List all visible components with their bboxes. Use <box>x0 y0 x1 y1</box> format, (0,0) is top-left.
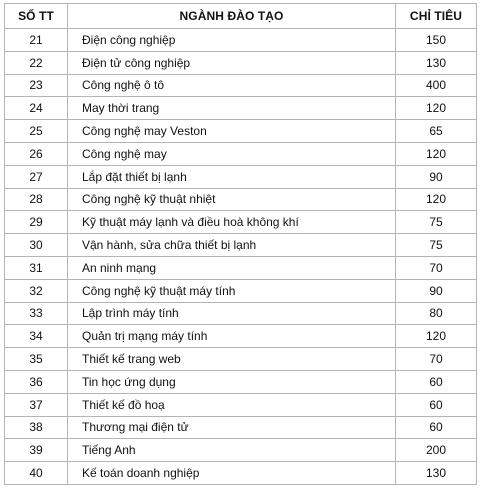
header-quota: CHỈ TIÊU <box>396 4 477 29</box>
cell-program: Thiết kế trang web <box>68 348 396 371</box>
cell-stt: 24 <box>5 97 68 120</box>
cell-program: Kỹ thuật máy lạnh và điều hoà không khí <box>68 211 396 234</box>
table-row <box>5 29 477 52</box>
cell-quota: 120 <box>396 142 477 165</box>
cell-stt: 29 <box>5 211 68 234</box>
cell-program: Thiết kế đồ hoạ <box>68 393 396 416</box>
cell-program: Lắp đặt thiết bị lạnh <box>68 165 396 188</box>
table-row <box>5 188 477 211</box>
cell-stt: 22 <box>5 51 68 74</box>
cell-stt: 25 <box>5 120 68 143</box>
cell-program: Thương mại điện tử <box>68 416 396 439</box>
table-row <box>5 51 477 74</box>
cell-stt: 23 <box>5 74 68 97</box>
cell-quota: 130 <box>396 462 477 485</box>
cell-stt: 39 <box>5 439 68 462</box>
cell-stt: 34 <box>5 325 68 348</box>
table-row <box>5 348 477 371</box>
header-program: NGÀNH ĐÀO TẠO <box>68 4 396 29</box>
cell-quota: 130 <box>396 51 477 74</box>
cell-quota: 200 <box>396 439 477 462</box>
training-quota-table <box>4 3 477 485</box>
cell-quota: 75 <box>396 211 477 234</box>
cell-program: Lập trình máy tính <box>68 302 396 325</box>
table-row <box>5 439 477 462</box>
cell-program: Vận hành, sửa chữa thiết bị lạnh <box>68 234 396 257</box>
cell-quota: 65 <box>396 120 477 143</box>
table-row <box>5 462 477 485</box>
header-stt: SỐ TT <box>5 4 68 29</box>
table-row <box>5 416 477 439</box>
cell-quota: 60 <box>396 393 477 416</box>
table-row <box>5 370 477 393</box>
cell-quota: 150 <box>396 29 477 52</box>
table-row <box>5 279 477 302</box>
cell-program: Tin học ứng dụng <box>68 370 396 393</box>
cell-stt: 32 <box>5 279 68 302</box>
cell-quota: 60 <box>396 416 477 439</box>
cell-program: Công nghệ ô tô <box>68 74 396 97</box>
cell-program: Quản trị mạng máy tính <box>68 325 396 348</box>
cell-stt: 40 <box>5 462 68 485</box>
table-row <box>5 325 477 348</box>
cell-program: Kế toán doanh nghiệp <box>68 462 396 485</box>
cell-stt: 27 <box>5 165 68 188</box>
cell-stt: 31 <box>5 256 68 279</box>
cell-quota: 60 <box>396 370 477 393</box>
cell-quota: 90 <box>396 279 477 302</box>
cell-stt: 36 <box>5 370 68 393</box>
cell-program: Công nghệ may <box>68 142 396 165</box>
cell-stt: 26 <box>5 142 68 165</box>
table-row <box>5 393 477 416</box>
cell-stt: 35 <box>5 348 68 371</box>
table-row <box>5 165 477 188</box>
cell-quota: 400 <box>396 74 477 97</box>
table-header-row <box>5 4 477 29</box>
cell-program: Công nghệ kỹ thuật máy tính <box>68 279 396 302</box>
cell-quota: 80 <box>396 302 477 325</box>
cell-quota: 120 <box>396 97 477 120</box>
cell-program: Tiếng Anh <box>68 439 396 462</box>
cell-program: May thời trang <box>68 97 396 120</box>
cell-quota: 120 <box>396 188 477 211</box>
cell-stt: 37 <box>5 393 68 416</box>
table-row <box>5 142 477 165</box>
cell-program: Công nghệ may Veston <box>68 120 396 143</box>
cell-program: Công nghệ kỹ thuật nhiệt <box>68 188 396 211</box>
cell-quota: 75 <box>396 234 477 257</box>
cell-quota: 70 <box>396 256 477 279</box>
cell-quota: 90 <box>396 165 477 188</box>
cell-stt: 38 <box>5 416 68 439</box>
table-row <box>5 256 477 279</box>
cell-quota: 120 <box>396 325 477 348</box>
table-row <box>5 97 477 120</box>
cell-stt: 21 <box>5 29 68 52</box>
table-row <box>5 302 477 325</box>
cell-stt: 30 <box>5 234 68 257</box>
cell-quota: 70 <box>396 348 477 371</box>
table-row <box>5 211 477 234</box>
table-row <box>5 74 477 97</box>
cell-stt: 33 <box>5 302 68 325</box>
cell-program: An ninh mạng <box>68 256 396 279</box>
table-row <box>5 120 477 143</box>
cell-stt: 28 <box>5 188 68 211</box>
cell-program: Điện tử công nghiệp <box>68 51 396 74</box>
table-row <box>5 234 477 257</box>
cell-program: Điện công nghiệp <box>68 29 396 52</box>
